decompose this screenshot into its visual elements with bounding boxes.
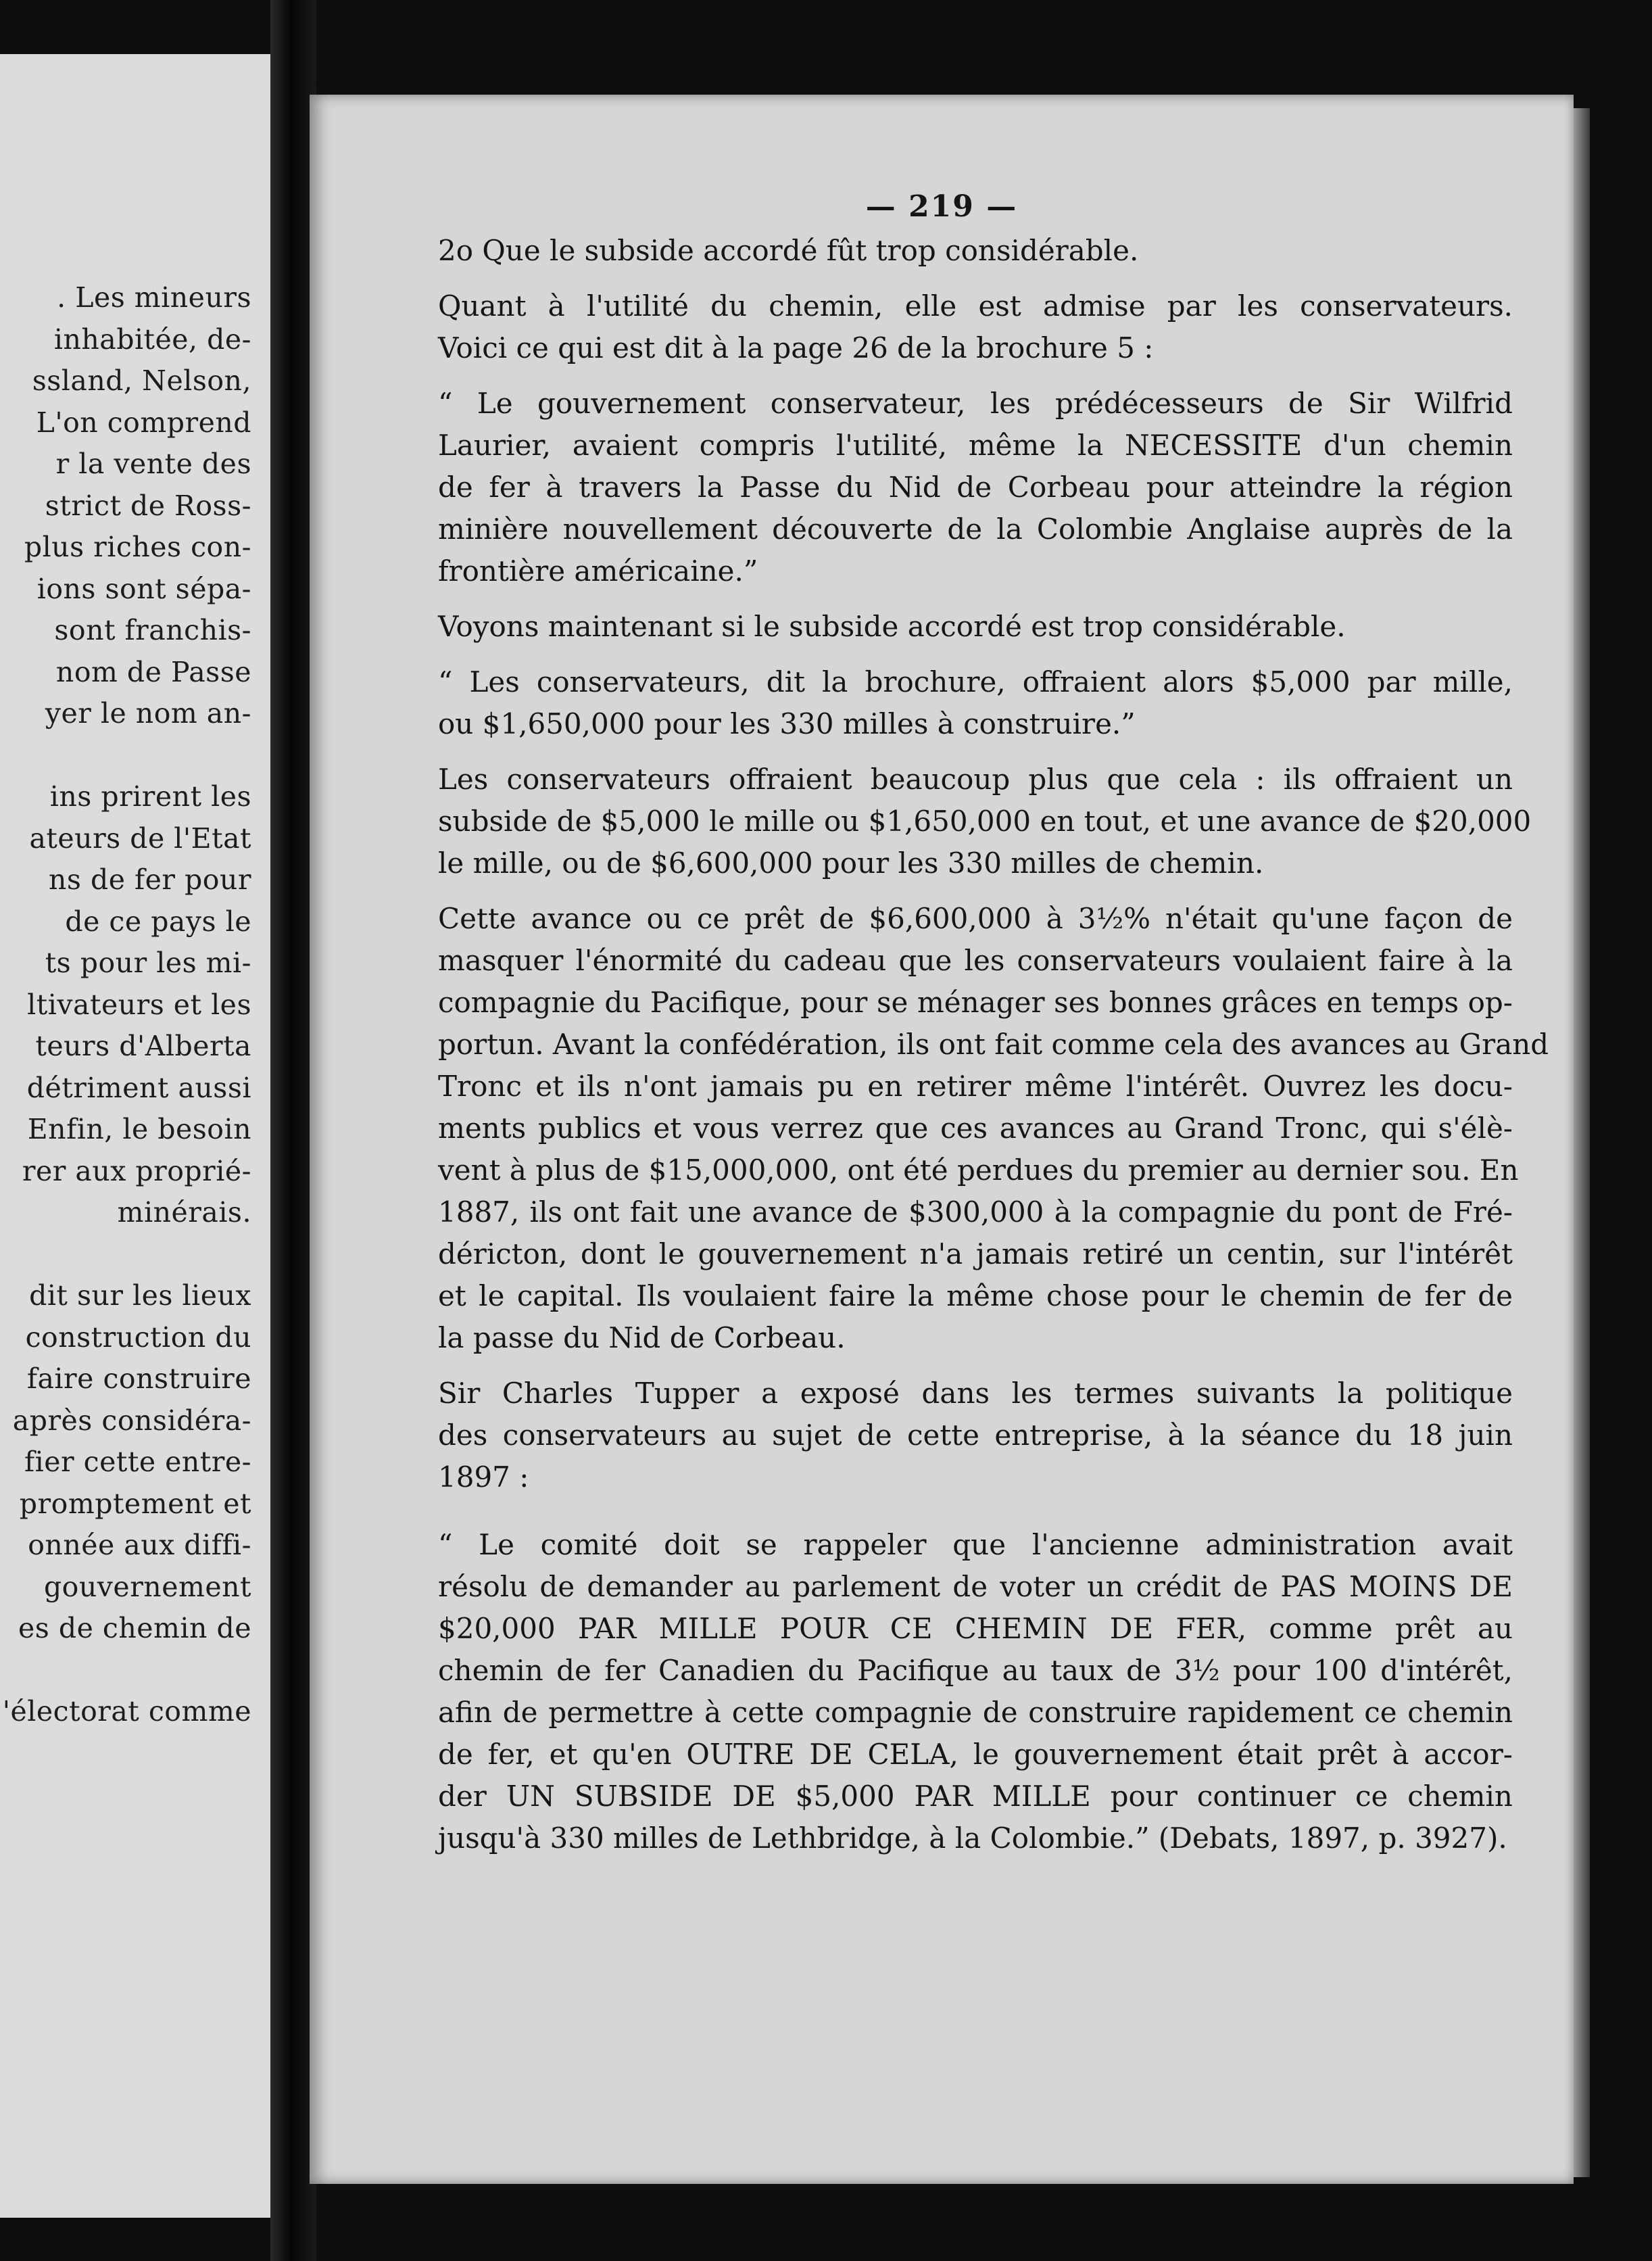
paragraph-1 <box>370 230 1513 272</box>
text-line: Tronc et ils n'ont jamais pu en retirer même l'intérêt. Ouvrez les docu- <box>438 1070 1513 1103</box>
text-line: Les conservateurs offraient beaucoup plus que cela : ils offraient un <box>438 763 1513 796</box>
previous-page-line: dit sur les lieux <box>29 1279 251 1312</box>
previous-page-line: strict de Ross- <box>45 489 251 522</box>
previous-page-line <box>0 1650 251 1692</box>
previous-page-line: ateurs de l'Etat <box>29 822 251 855</box>
previous-page-line: ns de fer pour <box>48 863 251 896</box>
text-line: portun. Avant la confédération, ils ont fait comme cela des avances au Grand <box>438 1028 1549 1061</box>
previous-page-line: es de chemin de <box>18 1612 251 1644</box>
previous-page-line: ts pour les mi- <box>45 947 251 979</box>
text-line: Cette avance ou ce prêt de $6,600,000 à 3½% n'était qu'une façon de <box>438 902 1513 935</box>
paragraph-9-quote <box>370 1524 1513 1859</box>
previous-page-line: de ce pays le <box>65 905 251 938</box>
previous-page-fragment <box>0 54 270 2218</box>
text-line: de fer, et qu'en OUTRE DE CELA, le gouvernement était prêt à accor- <box>438 1738 1513 1771</box>
text-line: Laurier, avaient compris l'utilité, même la NECESSITE d'un chemin <box>438 429 1513 462</box>
previous-page-line <box>0 735 251 777</box>
text-line: jusqu'à 330 milles de Lethbridge, à la Colombie.” (Debats, 1897, p. 3927). <box>438 1822 1507 1855</box>
text-line: 2o Que le subside accordé fût trop considérable. <box>438 234 1139 267</box>
text-line: résolu de demander au parlement de voter un crédit de PAS MOINS DE <box>438 1570 1513 1603</box>
paragraph-6 <box>370 759 1532 884</box>
text-line: minière nouvellement découverte de la Colombie Anglaise auprès de la <box>438 513 1513 546</box>
text-line: der UN SUBSIDE DE $5,000 PAR MILLE pour continuer ce chemin <box>438 1780 1513 1813</box>
text-line: la passe du Nid de Corbeau. <box>438 1321 846 1354</box>
paragraph-7 <box>370 898 1549 1359</box>
text-line: ments publics et vous verrez que ces avances au Grand Tronc, qui s'élè- <box>438 1112 1513 1145</box>
text-line: “ Le comité doit se rappeler que l'ancienne administration avait <box>438 1528 1513 1561</box>
page-body <box>370 230 1549 1873</box>
text-line: $20,000 PAR MILLE POUR CE CHEMIN DE FER, comme prêt au <box>438 1612 1513 1645</box>
text-line: ou $1,650,000 pour les 330 milles à construire.” <box>438 707 1136 740</box>
text-line: de fer à travers la Passe du Nid de Corbeau pour atteindre la région <box>438 471 1513 504</box>
text-line: compagnie du Pacifique, pour se ménager ses bonnes grâces en temps op- <box>438 986 1513 1019</box>
text-line: “ Le gouvernement conservateur, les prédécesseurs de Sir Wilfrid <box>438 387 1513 420</box>
previous-page-line: plus riches con- <box>24 531 251 563</box>
previous-page-line: inhabitée, de- <box>53 323 251 356</box>
text-line: vent à plus de $15,000,000, ont été perdues du premier au dernier sou. En <box>438 1153 1519 1187</box>
previous-page-line: 'électorat comme <box>2 1695 251 1728</box>
paragraph-4 <box>370 606 1513 648</box>
text-line: Voyons maintenant si le subside accordé est trop considérable. <box>438 610 1346 643</box>
previous-page-line: Enfin, le besoin <box>27 1113 251 1145</box>
previous-page-line: onnée aux diffi- <box>28 1529 251 1561</box>
paragraph-2 <box>370 285 1513 369</box>
previous-page-line: L'on comprend <box>36 406 251 439</box>
text-line: le mille, ou de $6,600,000 pour les 330 milles de chemin. <box>438 847 1264 880</box>
text-line: afin de permettre à cette compagnie de construire rapidement ce chemin <box>438 1696 1513 1729</box>
previous-page-line: sont franchis- <box>54 614 251 646</box>
previous-page-line: minérais. <box>117 1196 251 1229</box>
previous-page-line: nom de Passe <box>55 655 251 688</box>
previous-page-line: construction du <box>25 1320 251 1354</box>
text-line: 1887, ils ont fait une avance de $300,000 à la compagnie du pont de Fré- <box>438 1195 1513 1229</box>
paragraph-5-quote <box>370 661 1513 745</box>
text-line: subside de $5,000 le mille ou $1,650,000 en tout, et une avance de $20,000 <box>438 805 1532 838</box>
previous-page-line: . Les mineurs <box>57 281 251 314</box>
previous-page-line: promptement et <box>19 1487 251 1520</box>
paragraph-3-quote <box>370 383 1513 592</box>
previous-page-line <box>0 1234 251 1276</box>
previous-page-line: après considéra- <box>12 1404 251 1437</box>
previous-page-line: ssland, Nelson, <box>32 364 251 397</box>
text-line: 1897 : <box>438 1460 529 1494</box>
text-line: chemin de fer Canadien du Pacifique au taux de 3½ pour 100 d'intérêt, <box>438 1654 1513 1687</box>
text-line: des conservateurs au sujet de cette entreprise, à la séance du 18 juin <box>438 1419 1513 1452</box>
previous-page-line: ions sont sépa- <box>37 572 251 605</box>
text-line: “ Les conservateurs, dit la brochure, offraient alors $5,000 par mille, <box>438 665 1513 698</box>
paragraph-8 <box>370 1373 1513 1498</box>
previous-page-line: gouvernement <box>43 1570 251 1603</box>
text-line: et le capital. Ils voulaient faire la même chose pour le chemin de fer de <box>438 1279 1513 1312</box>
text-line: masquer l'énormité du cadeau que les conservateurs voulaient faire à la <box>438 944 1513 977</box>
previous-page-line: fier cette entre- <box>24 1446 251 1478</box>
previous-page-line: rer aux proprié- <box>22 1154 251 1187</box>
previous-page-line: teurs d'Alberta <box>35 1030 251 1062</box>
previous-page-line: r la vente des <box>55 448 251 480</box>
previous-page-line: yer le nom an- <box>45 697 251 730</box>
text-line: frontière américaine.” <box>438 554 758 588</box>
text-line: Quant à l'utilité du chemin, elle est admise par les conservateurs. <box>438 289 1513 323</box>
text-line: Sir Charles Tupper a exposé dans les termes suivants la politique <box>438 1377 1513 1410</box>
previous-page-line: détriment aussi <box>26 1071 251 1104</box>
page-number: — 219 — <box>865 189 1018 224</box>
page-edge <box>1574 108 1590 2177</box>
text-line: Voici ce qui est dit à la page 26 de la brochure 5 : <box>438 331 1154 364</box>
previous-page-line: ins prirent les <box>49 780 251 813</box>
previous-page-line: ltivateurs et les <box>27 988 251 1021</box>
text-line: déricton, dont le gouvernement n'a jamais retiré un centin, sur l'intérêt <box>438 1237 1513 1270</box>
previous-page-text <box>0 277 251 1733</box>
previous-page-line: faire construire <box>26 1362 251 1395</box>
page-219 <box>310 95 1574 2184</box>
